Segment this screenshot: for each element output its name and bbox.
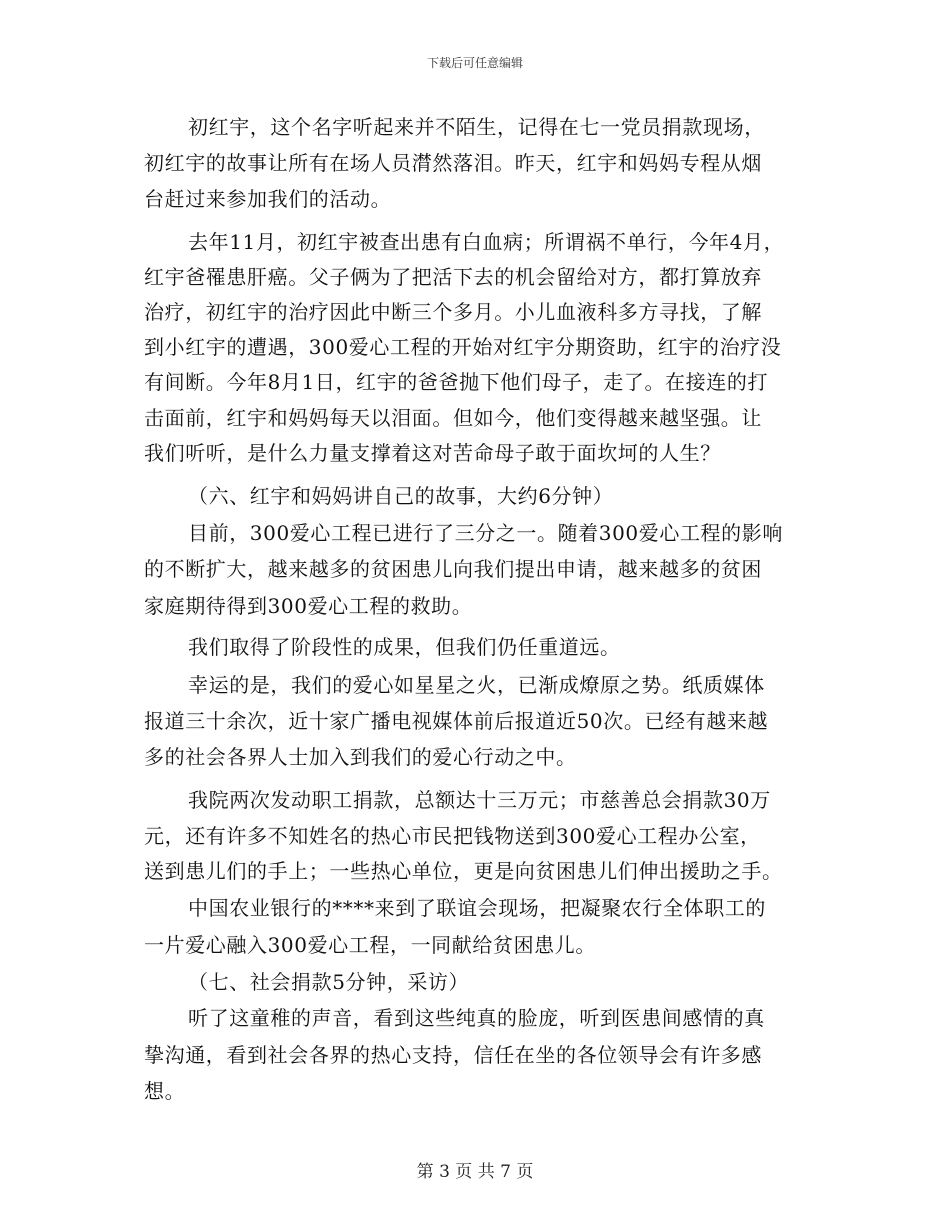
body-line: 一片爱心融入300爱心工程，一同献给贫困患儿。	[144, 933, 596, 957]
body-line: 初红宇的故事让所有在场人员潸然落泪。昨天，红宇和妈妈专程从烟	[144, 151, 762, 175]
body-line: 治疗，初红宇的治疗因此中断三个多月。小儿血液科多方寻找，了解	[144, 300, 762, 324]
section-heading: （六、红宇和妈妈讲自己的故事，大约6分钟）	[188, 484, 614, 508]
body-line: 初红宇，这个名字听起来并不陌生，记得在七一党员捐款现场，	[188, 115, 765, 139]
body-line: 元，还有许多不知姓名的热心市民把钱物送到300爱心工程办公室，	[144, 824, 761, 848]
body-line: 挚沟通，看到社会各界的热心支持，信任在坐的各位领导会有许多感	[144, 1043, 762, 1067]
section-heading: （七、社会捐款5分钟，采访）	[188, 970, 470, 994]
page-number: 第 3 页 共 7 页	[416, 1162, 534, 1182]
body-line: 想。	[144, 1079, 186, 1103]
body-line: 家庭期待得到300爱心工程的救助。	[144, 594, 473, 618]
body-line: 多的社会各界人士加入到我们的爱心行动之中。	[144, 745, 577, 769]
body-line: 我院两次发动职工捐款，总额达十三万元；市慈善总会捐款30万	[188, 788, 771, 812]
body-line: 中国农业银行的****来到了联谊会现场，把凝聚农行全体职工的	[188, 896, 766, 920]
body-line: 听了这童稚的声音，看到这些纯真的脸庞，听到医患间感情的真	[188, 1006, 765, 1030]
body-line: 目前，300爱心工程已进行了三分之一。随着300爱心工程的影响	[188, 521, 783, 545]
body-line: 的不断扩大，越来越多的贫困患儿向我们提出申请，越来越多的贫困	[144, 557, 762, 581]
body-line: 击面前，红宇和妈妈每天以泪面。但如今，他们变得越来越坚强。让	[144, 406, 762, 430]
body-line: 报道三十余次，近十家广播电视媒体前后报道近50次。已经有越来越	[144, 709, 769, 733]
body-line: 去年11月，初红宇被查出患有白血病；所谓祸不单行，今年4月，	[188, 230, 785, 254]
body-line: 红宇爸罹患肝癌。父子俩为了把活下去的机会留给对方，都打算放弃	[144, 265, 762, 289]
body-line: 到小红宇的遭遇，300爱心工程的开始对红宇分期资助，红宇的治疗没	[144, 335, 782, 359]
page-header: 下载后可任意编辑	[426, 56, 523, 70]
body-line: 我们听听，是什么力量支撑着这对苦命母子敢于面坎坷的人生？	[144, 441, 721, 465]
body-line: 幸运的是，我们的爱心如星星之火，已渐成燎原之势。纸质媒体	[188, 673, 765, 697]
body-line: 有间断。今年8月1日，红宇的爸爸抛下他们母子，走了。在接连的打	[144, 370, 769, 394]
body-line: 送到患儿们的手上；一些热心单位，更是向贫困患儿们伸出援助之手。	[144, 859, 783, 883]
body-line: 台赶过来参加我们的活动。	[144, 187, 392, 211]
body-line: 我们取得了阶段性的成果，但我们仍任重道远。	[188, 635, 621, 659]
